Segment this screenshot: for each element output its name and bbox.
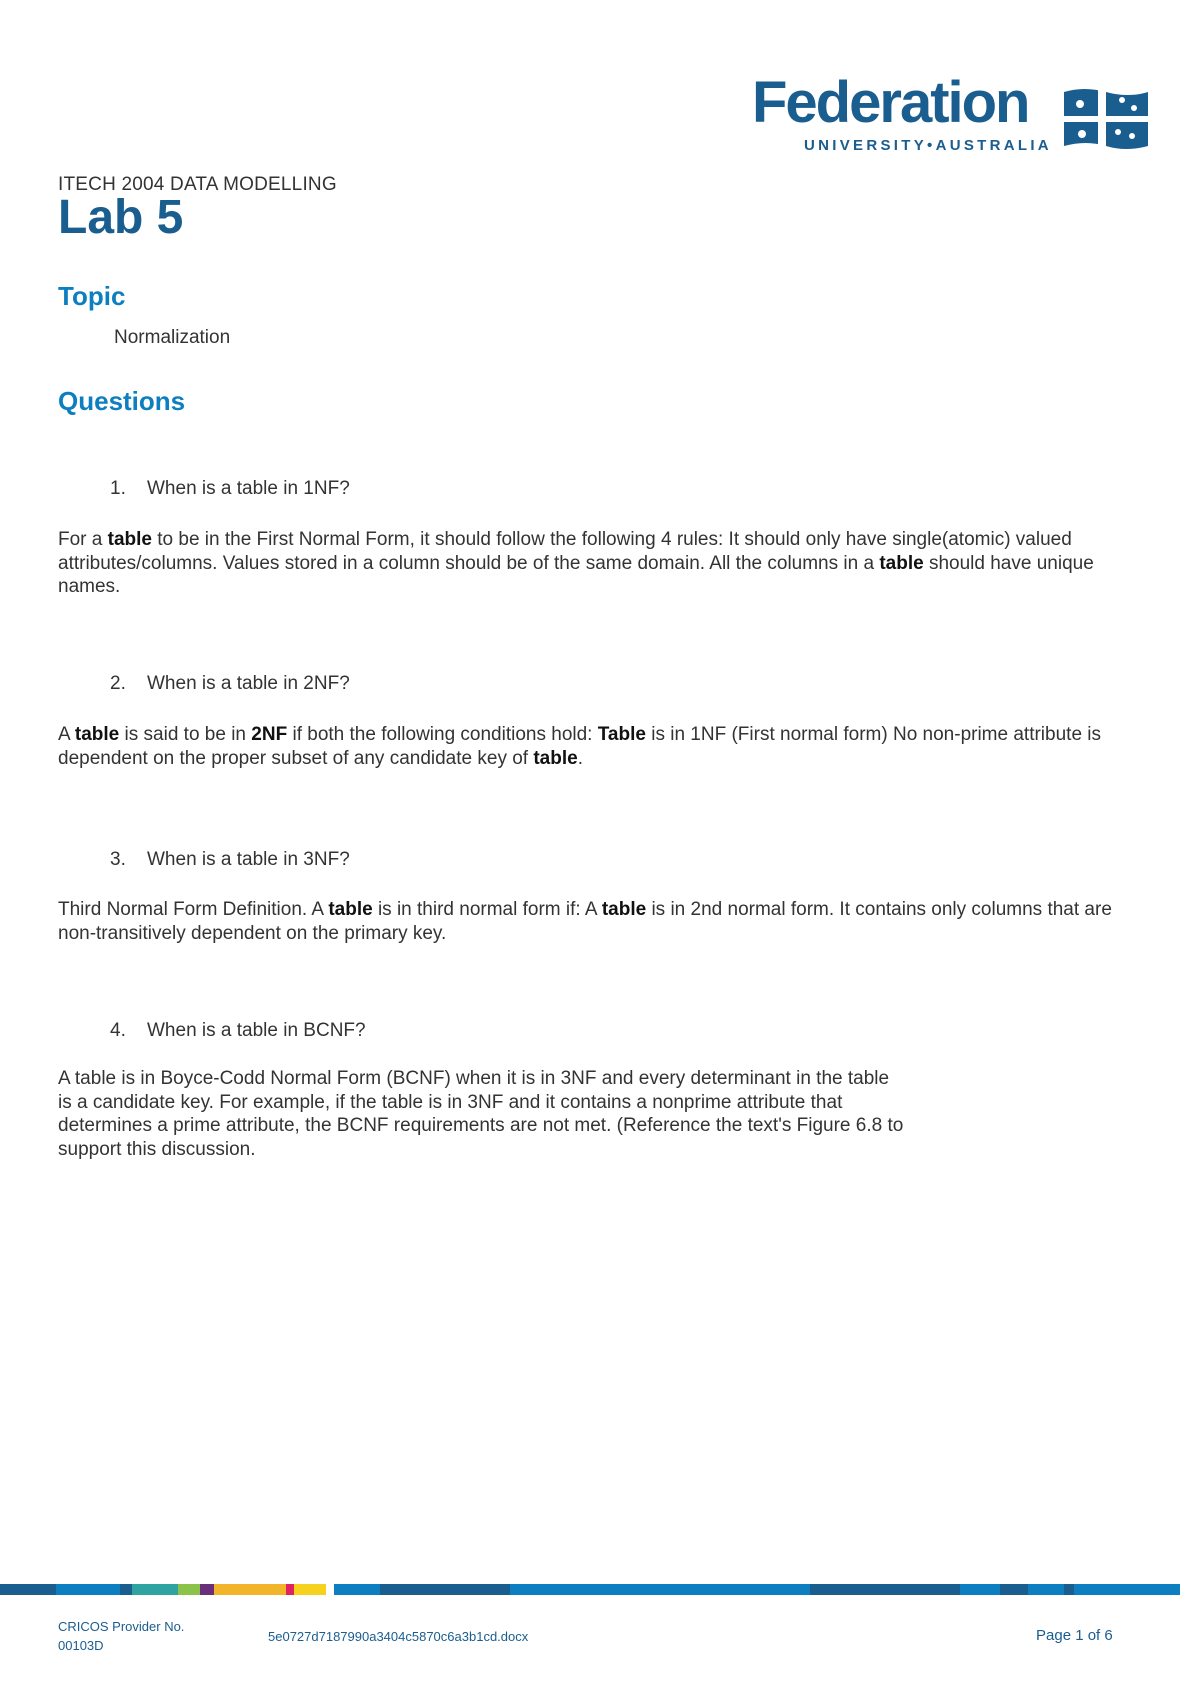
stripe-segment (132, 1584, 178, 1595)
stripe-segment (294, 1584, 326, 1595)
flag-icon (1064, 86, 1148, 152)
topic-heading: Topic (58, 281, 126, 311)
stripe-segment (1074, 1584, 1180, 1595)
stripe-segment (326, 1584, 334, 1595)
question-text: When is a table in 3NF? (147, 849, 350, 870)
stripe-segment (178, 1584, 200, 1595)
stripe-segment (960, 1584, 1000, 1595)
question-text: When is a table in 1NF? (147, 478, 350, 499)
document-filename: 5e0727d7187990a3404c5870c6a3b1cd.docx (268, 1629, 529, 1644)
answer-4: A table is in Boyce-Codd Normal Form (BCNF) when it is in 3NF and every determinant in the table is a candidate key. For example, if the table is in 3NF and it contains a nonprime attribute that determines a prime attribute, the BCNF requirements are not met. (Reference the text's Figure 6.8 to support this discussion. (58, 1068, 904, 1160)
stripe-segment (334, 1584, 380, 1595)
stripe-segment (200, 1584, 214, 1595)
course-code: ITECH 2004 DATA MODELLING (58, 174, 337, 195)
footer-color-stripe (0, 1584, 1200, 1595)
question-number: 2. (110, 673, 126, 694)
cricos-provider (58, 1617, 184, 1655)
topic-value: Normalization (114, 327, 231, 348)
cricos-number: 00103D (58, 1638, 104, 1653)
answer-2: A table is said to be in 2NF if both the following conditions hold: Table is in 1NF (First normal form) No non-prime attribute is dependent on the proper subset of any candidate key of table. (58, 724, 1102, 769)
stripe-segment (1064, 1584, 1074, 1595)
cricos-label: CRICOS Provider No. (58, 1619, 185, 1634)
logo-wordmark: Federation (752, 70, 1029, 135)
stripe-segment (120, 1584, 132, 1595)
stripe-segment (214, 1584, 286, 1595)
stripe-segment (1000, 1584, 1028, 1595)
questions-heading: Questions (58, 386, 186, 416)
question-number: 3. (110, 849, 126, 870)
question-number: 1. (110, 478, 126, 499)
logo-subtitle: UNIVERSITY•AUSTRALIA (804, 137, 1052, 154)
page-title: Lab 5 (58, 191, 184, 244)
question-number: 4. (110, 1020, 126, 1041)
stripe-segment (56, 1584, 120, 1595)
question-2 (110, 673, 350, 695)
stripe-segment (810, 1584, 960, 1595)
stripe-segment (0, 1584, 56, 1595)
question-text: When is a table in BCNF? (147, 1020, 366, 1041)
stripe-segment (286, 1584, 294, 1595)
question-3 (110, 849, 350, 871)
answer-1: For a table to be in the First Normal Form, it should follow the following 4 rules: It should only have single(atomic) valued attributes/columns. Values stored in a column should be of the same domain. All the columns in a table should have unique names. (58, 529, 1094, 597)
question-4 (110, 1020, 366, 1042)
question-1 (110, 478, 350, 500)
stripe-segment (380, 1584, 510, 1595)
stripe-segment (1028, 1584, 1064, 1595)
stripe-segment (510, 1584, 810, 1595)
answer-3: Third Normal Form Definition. A table is in third normal form if: A table is in 2nd normal form. It contains only columns that are non-transitively dependent on the primary key. (58, 899, 1112, 944)
page-number: Page 1 of 6 (1036, 1627, 1113, 1644)
question-text: When is a table in 2NF? (147, 673, 350, 694)
federation-university-logo (752, 70, 1147, 160)
